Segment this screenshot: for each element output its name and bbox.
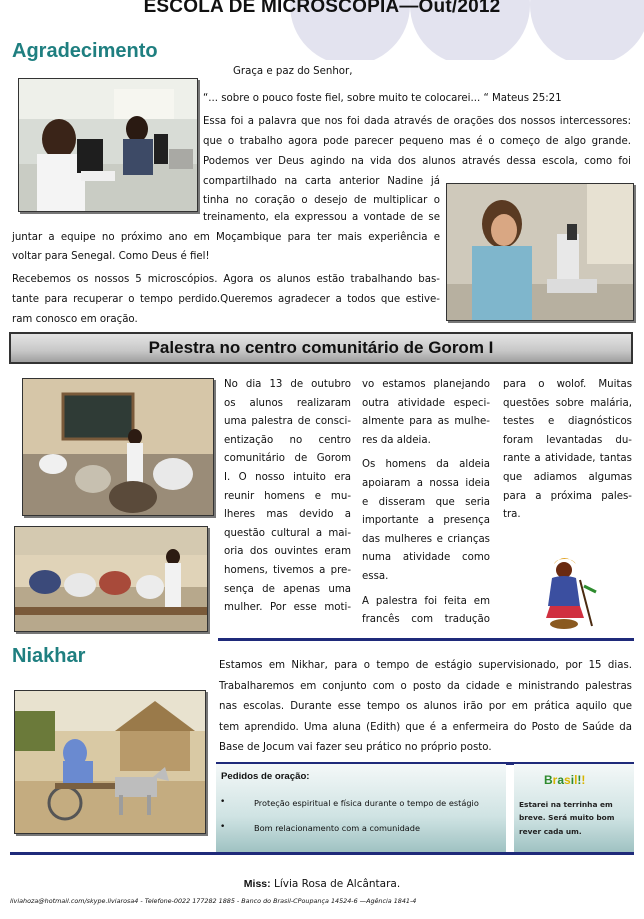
bullet-icon: •: [220, 822, 226, 832]
agradecimento-para2-line: ram conosco em oração.: [12, 314, 138, 325]
prayer-requests-box: [216, 764, 506, 852]
footer-contact: liviahoza@hotmail.com/skype.liviarosa4 - Telefone-0022 177282 1885 - Banco do Brasil-CPoupança 14524-6 —Agência 1841-4: [10, 897, 417, 905]
palestra-line: para a próxima pales-: [503, 490, 632, 502]
palestra-line: e disseram que seria: [362, 496, 490, 508]
agradecimento-line: juntar a equipe no próximo ano em Moçambique para ter mais experiência e: [12, 232, 440, 243]
agradecimento-line: compartilhado na carta anterior Nadine já: [203, 176, 440, 187]
palestra-line: essa.: [362, 570, 389, 582]
palestra-line: apoiaram a nossa ideia: [362, 477, 490, 489]
bible-quote: “... sobre o pouco foste fiel, sobre muito te colocarei... “ Mateus 25:21: [203, 93, 562, 104]
palestra-line: No dia 13 de outubro: [224, 379, 351, 390]
palestra-line: mulher. Por esse moti-: [224, 602, 351, 614]
section-heading-agradecimento: Agradecimento: [12, 40, 158, 62]
niakhar-line: tem aprendido. Uma aluna (Edith) que é a enfermeira do Posto de Saúde da: [219, 721, 632, 733]
palestra-column-1: [224, 376, 351, 618]
photo-lecture-audience: [14, 526, 208, 632]
illustration-woman-pounding: [540, 556, 600, 634]
brazil-title-letter: l: [574, 773, 578, 787]
prayer-item: Bom relacionamento com a comunidade: [254, 823, 421, 833]
palestra-line: lheres mas devido a: [224, 509, 351, 521]
niakhar-line: Trabalharemos em conjunto com o posto da cidade e ministrando palestras: [219, 680, 632, 692]
divider-rule: [218, 638, 634, 641]
photo-nadine-microscope: [446, 183, 634, 321]
brazil-title-letter: !: [581, 773, 586, 787]
palestra-line: uma palestra de consci-: [224, 416, 351, 428]
palestra-line: questão cultural a mai-: [224, 527, 351, 539]
brazil-title-letter: !: [577, 773, 582, 787]
divider-rule: [10, 852, 634, 855]
brazil-title-letter: s: [564, 773, 571, 787]
palestra-line: que adiamos algumas: [503, 471, 632, 483]
agradecimento-line: que o trabalho agora pode parecer pequeno mas é o começo de algo grande.: [203, 136, 631, 147]
palestra-line: res da aldeia.: [362, 434, 431, 446]
palestra-line: tra.: [503, 509, 521, 521]
palestra-line: sença de apenas uma: [224, 583, 351, 595]
niakhar-line: nas escolas. Durante esse tempo os alunos irão por em prática aquilo que: [219, 701, 632, 713]
niakhar-line: Estamos em Nikhar, para o tempo de estágio supervisionado, por 15 dias.: [219, 660, 632, 671]
brazil-title: [544, 773, 585, 787]
agradecimento-line: Essa foi a palavra que nos foi dada através de orações dos nossos intercessores:: [203, 116, 631, 127]
photo-lecture-classroom: [22, 378, 214, 516]
palestra-line: vo estamos planejando: [362, 379, 490, 390]
palestra-line: os alunos realizaram: [224, 397, 351, 409]
photo-microscope-lab: [18, 78, 198, 212]
agradecimento-para2-line: Recebemos os nossos 5 microscópios. Agora os alunos estão trabalhando bas-: [12, 274, 440, 285]
palestra-line: rante a atividade, tantas: [503, 453, 632, 465]
niakhar-text: [219, 656, 632, 759]
palestra-line: reunir homens e mu-: [224, 490, 351, 502]
agradecimento-line: treinamento, ela expressou a vontade de se: [203, 212, 440, 223]
palestra-line: testes e diagnósticos: [503, 416, 632, 428]
bullet-icon: •: [220, 797, 226, 807]
palestra-line: foram levantadas du-: [503, 434, 632, 446]
palestra-line: comunitário de Gorom: [224, 453, 351, 465]
palestra-line: oria dos ouvintes eram: [224, 546, 351, 558]
agradecimento-para2-line: tante para recuperar o tempo perdido.Queremos agradecer a todos que estive-: [12, 294, 440, 305]
palestra-line: homens, tivemos a pre-: [224, 564, 351, 576]
footer-signature: Miss: Lívia Rosa de Alcântara.: [243, 878, 401, 890]
palestra-line: A palestra foi feita em: [362, 595, 490, 607]
palestra-line: francês com tradução: [362, 614, 490, 626]
agradecimento-line: Podemos ver Deus agindo na vida dos alunos através dessa escola, como foi: [203, 156, 631, 167]
newsletter-title: ESCOLA DE MICROSCOPIA—Out/2012: [143, 0, 501, 17]
brazil-title-letter: r: [552, 773, 558, 787]
palestra-line: outra atividade especi-: [362, 397, 490, 409]
agradecimento-line: tinha no coração o desejo de multiplicar o: [203, 195, 440, 206]
palestra-line: I. O nosso intuito era: [224, 471, 351, 483]
palestra-line: numa atividade como: [362, 552, 490, 564]
prayer-item: Proteção espiritual e física durante o tempo de estágio: [254, 798, 479, 808]
niakhar-line: Base de Jocum vai fazer seu prático no próprio posto.: [219, 742, 492, 754]
palestra-line: entização no centro: [224, 434, 351, 446]
palestra-line: Os homens da aldeia: [362, 459, 490, 471]
photo-donkey-cart: [14, 690, 206, 834]
brazil-box: [514, 764, 634, 852]
palestra-line: questões sobre malária,: [503, 397, 632, 409]
prayer-title: Pedidos de oração:: [221, 771, 310, 782]
agradecimento-line: voltar para Senegal. Como Deus é fiel!: [12, 251, 210, 262]
palestra-column-2: [362, 376, 490, 630]
palestra-column-3: [503, 376, 632, 525]
palestra-line: para o wolof. Muitas: [503, 379, 632, 390]
palestra-line: importante a presença: [362, 515, 490, 527]
brazil-title-letter: a: [557, 773, 565, 787]
greeting-text: Graça e paz do Senhor,: [233, 66, 353, 77]
brazil-text: Estarei na terrinha em breve. Será muito bom rever cada um.: [519, 800, 615, 836]
palestra-line: das mulheres e crianças: [362, 533, 490, 545]
brazil-title-letter: i: [570, 773, 575, 787]
section-heading-niakhar: Niakhar: [12, 645, 86, 667]
section-banner-palestra: Palestra no centro comunitário de Gorom I: [9, 332, 633, 364]
brazil-title-letter: B: [544, 773, 553, 787]
palestra-line: almente para as mulhe-: [362, 416, 490, 428]
